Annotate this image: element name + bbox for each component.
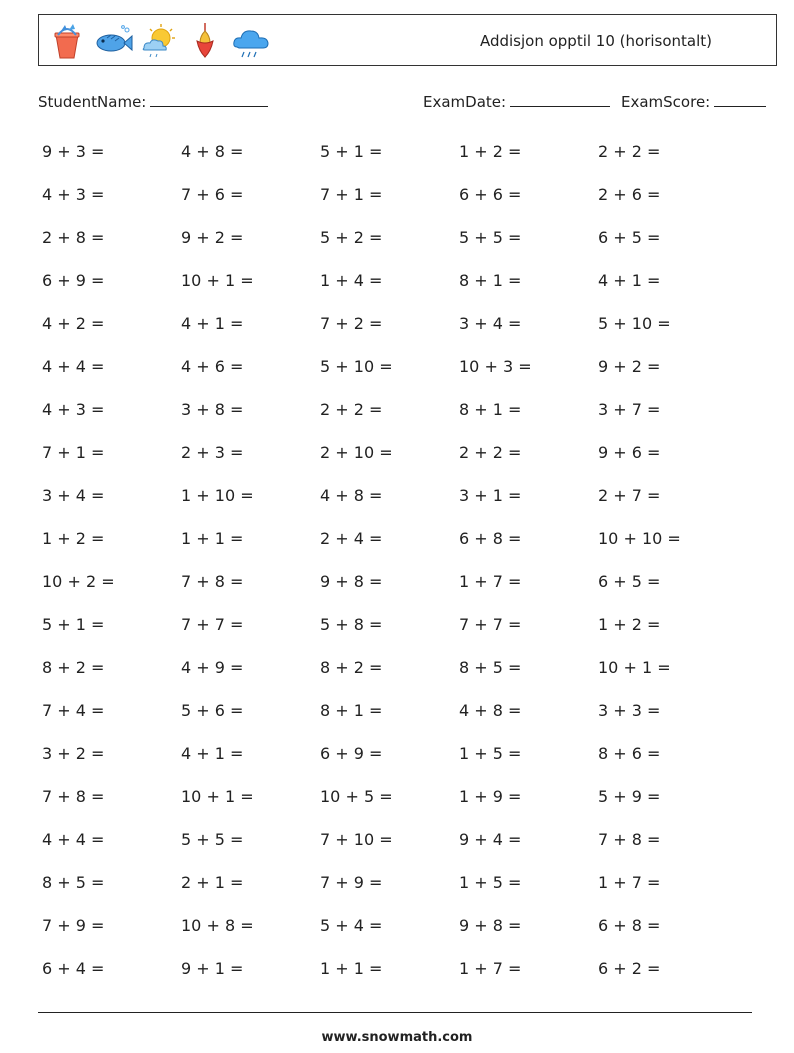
problem-item: 2 + 2 = — [459, 443, 522, 462]
problem-item: 4 + 4 = — [42, 357, 105, 376]
problem-item: 10 + 5 = — [320, 787, 393, 806]
problem-item: 7 + 4 = — [42, 701, 105, 720]
problem-item: 2 + 2 = — [320, 400, 383, 419]
problem-item: 10 + 8 = — [181, 916, 254, 935]
problem-item: 1 + 7 = — [598, 873, 661, 892]
problem-item: 3 + 2 = — [42, 744, 105, 763]
problem-row — [42, 349, 742, 392]
problem-item: 6 + 9 = — [320, 744, 383, 763]
problem-item: 7 + 8 = — [598, 830, 661, 849]
exam-date-line[interactable] — [510, 92, 610, 107]
problem-item: 10 + 2 = — [42, 572, 115, 591]
student-info-row — [38, 92, 778, 114]
problem-item: 10 + 10 = — [598, 529, 681, 548]
problem-row — [42, 263, 742, 306]
problem-item: 1 + 2 = — [42, 529, 105, 548]
problem-item: 2 + 1 = — [181, 873, 244, 892]
problem-item: 9 + 8 = — [459, 916, 522, 935]
problem-row — [42, 693, 742, 736]
problem-item: 5 + 5 = — [459, 228, 522, 247]
problem-row — [42, 564, 742, 607]
worksheet-title: Addisjon opptil 10 (horisontalt) — [479, 32, 712, 50]
problem-row — [42, 134, 742, 177]
problem-item: 3 + 3 = — [598, 701, 661, 720]
problem-row — [42, 951, 742, 994]
problem-item: 7 + 8 = — [42, 787, 105, 806]
problem-item: 5 + 2 = — [320, 228, 383, 247]
problem-item: 4 + 9 = — [181, 658, 244, 677]
problem-item: 5 + 1 = — [320, 142, 383, 161]
problem-item: 9 + 8 = — [320, 572, 383, 591]
exam-score-line[interactable] — [714, 92, 766, 107]
problem-item: 10 + 1 = — [181, 271, 254, 290]
problem-item: 10 + 1 = — [181, 787, 254, 806]
problem-item: 2 + 6 = — [598, 185, 661, 204]
problem-item: 4 + 8 = — [320, 486, 383, 505]
problem-item: 5 + 6 = — [181, 701, 244, 720]
problem-item: 4 + 3 = — [42, 185, 105, 204]
problem-item: 1 + 1 = — [181, 529, 244, 548]
problem-item: 7 + 7 = — [181, 615, 244, 634]
problem-item: 1 + 9 = — [459, 787, 522, 806]
problem-item: 6 + 8 = — [598, 916, 661, 935]
problem-item: 4 + 2 = — [42, 314, 105, 333]
problem-item: 7 + 9 = — [42, 916, 105, 935]
footer-divider — [38, 1012, 752, 1013]
problem-item: 9 + 1 = — [181, 959, 244, 978]
problem-item: 9 + 4 = — [459, 830, 522, 849]
problem-item: 3 + 1 = — [459, 486, 522, 505]
problem-item: 5 + 10 = — [598, 314, 671, 333]
problem-item: 2 + 10 = — [320, 443, 393, 462]
problem-item: 7 + 8 = — [181, 572, 244, 591]
problem-item: 9 + 2 = — [598, 357, 661, 376]
problem-row — [42, 779, 742, 822]
problem-item: 6 + 9 = — [42, 271, 105, 290]
problem-row — [42, 650, 742, 693]
fish-icon — [93, 21, 133, 61]
problem-item: 5 + 8 = — [320, 615, 383, 634]
problem-item: 3 + 4 = — [459, 314, 522, 333]
problem-row — [42, 736, 742, 779]
problem-item: 8 + 1 = — [459, 271, 522, 290]
problem-item: 2 + 7 = — [598, 486, 661, 505]
problem-grid — [42, 134, 742, 994]
fishing-float-icon — [185, 21, 225, 61]
problem-item: 5 + 1 = — [42, 615, 105, 634]
problem-item: 3 + 8 = — [181, 400, 244, 419]
rain-cloud-icon — [231, 21, 271, 61]
problem-item: 7 + 1 = — [42, 443, 105, 462]
problem-item: 6 + 2 = — [598, 959, 661, 978]
problem-item: 8 + 5 = — [42, 873, 105, 892]
problem-item: 4 + 6 = — [181, 357, 244, 376]
problem-row — [42, 908, 742, 951]
sun-cloud-icon — [139, 21, 179, 61]
problem-item: 5 + 9 = — [598, 787, 661, 806]
problem-item: 8 + 2 = — [320, 658, 383, 677]
exam-score-label: ExamScore: — [621, 93, 711, 111]
problem-item: 4 + 3 = — [42, 400, 105, 419]
problem-item: 8 + 2 = — [42, 658, 105, 677]
problem-row — [42, 435, 742, 478]
problem-row — [42, 521, 742, 564]
problem-item: 3 + 4 = — [42, 486, 105, 505]
problem-item: 8 + 6 = — [598, 744, 661, 763]
problem-row — [42, 177, 742, 220]
problem-item: 4 + 8 = — [459, 701, 522, 720]
problem-item: 1 + 7 = — [459, 959, 522, 978]
problem-row — [42, 306, 742, 349]
problem-item: 2 + 4 = — [320, 529, 383, 548]
worksheet-header — [38, 14, 777, 66]
problem-row — [42, 865, 742, 908]
problem-item: 6 + 8 = — [459, 529, 522, 548]
exam-date-field — [423, 92, 610, 111]
exam-date-label: ExamDate: — [423, 93, 507, 111]
problem-item: 1 + 2 = — [459, 142, 522, 161]
exam-score-field — [621, 92, 766, 111]
problem-item: 6 + 5 = — [598, 228, 661, 247]
bucket-icon — [47, 21, 87, 61]
problem-item: 7 + 7 = — [459, 615, 522, 634]
problem-item: 9 + 6 = — [598, 443, 661, 462]
problem-item: 7 + 10 = — [320, 830, 393, 849]
problem-item: 7 + 9 = — [320, 873, 383, 892]
problem-item: 7 + 2 = — [320, 314, 383, 333]
problem-row — [42, 822, 742, 865]
student-name-field — [38, 92, 268, 111]
student-name-line[interactable] — [150, 92, 268, 107]
student-name-label: StudentName: — [38, 93, 147, 111]
icon-strip — [47, 19, 271, 63]
problem-item: 4 + 8 = — [181, 142, 244, 161]
problem-item: 2 + 3 = — [181, 443, 244, 462]
problem-item: 1 + 5 = — [459, 873, 522, 892]
problem-item: 1 + 1 = — [320, 959, 383, 978]
problem-item: 2 + 2 = — [598, 142, 661, 161]
problem-item: 4 + 1 = — [181, 314, 244, 333]
problem-item: 1 + 7 = — [459, 572, 522, 591]
footer-url: www.snowmath.com — [321, 1030, 473, 1045]
problem-item: 8 + 1 = — [320, 701, 383, 720]
problem-item: 6 + 5 = — [598, 572, 661, 591]
problem-item: 1 + 5 = — [459, 744, 522, 763]
problem-item: 4 + 4 = — [42, 830, 105, 849]
problem-item: 10 + 3 = — [459, 357, 532, 376]
problem-item: 6 + 4 = — [42, 959, 105, 978]
problem-item: 1 + 4 = — [320, 271, 383, 290]
problem-item: 5 + 4 = — [320, 916, 383, 935]
problem-row — [42, 478, 742, 521]
problem-row — [42, 392, 742, 435]
problem-item: 7 + 1 = — [320, 185, 383, 204]
problem-item: 9 + 3 = — [42, 142, 105, 161]
problem-item: 1 + 10 = — [181, 486, 254, 505]
problem-item: 4 + 1 = — [598, 271, 661, 290]
problem-item: 5 + 10 = — [320, 357, 393, 376]
problem-item: 5 + 5 = — [181, 830, 244, 849]
problem-item: 4 + 1 = — [181, 744, 244, 763]
problem-item: 10 + 1 = — [598, 658, 671, 677]
problem-row — [42, 607, 742, 650]
problem-item: 1 + 2 = — [598, 615, 661, 634]
problem-row — [42, 220, 742, 263]
problem-item: 6 + 6 = — [459, 185, 522, 204]
problem-item: 9 + 2 = — [181, 228, 244, 247]
problem-item: 7 + 6 = — [181, 185, 244, 204]
problem-item: 8 + 5 = — [459, 658, 522, 677]
problem-item: 2 + 8 = — [42, 228, 105, 247]
problem-item: 3 + 7 = — [598, 400, 661, 419]
problem-item: 8 + 1 = — [459, 400, 522, 419]
